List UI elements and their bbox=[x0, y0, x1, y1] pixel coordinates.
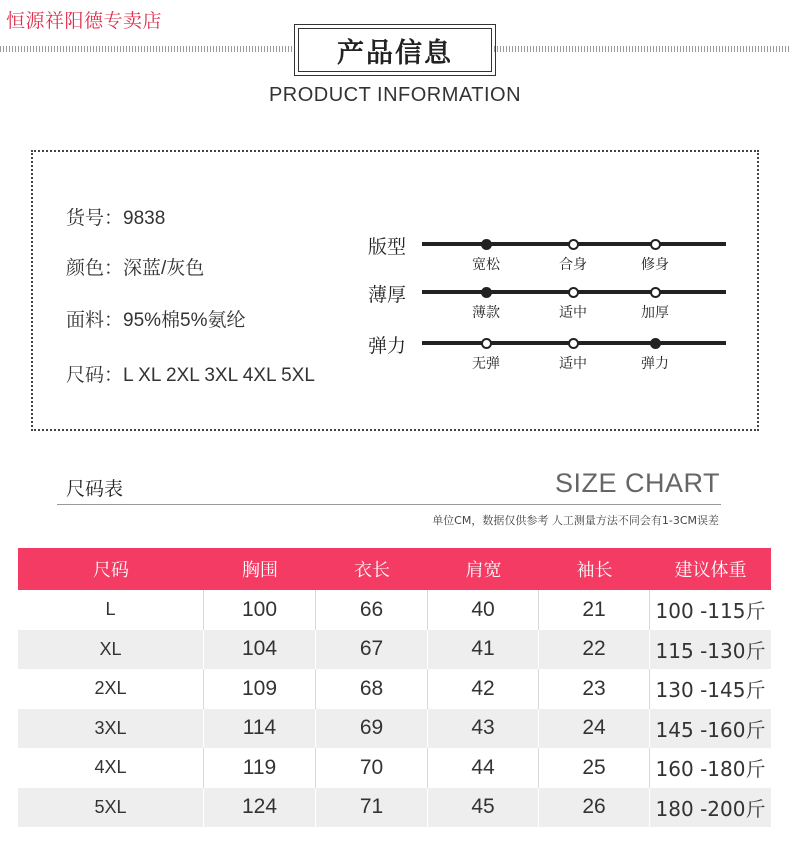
table-row bbox=[18, 709, 771, 749]
table-row bbox=[18, 788, 771, 828]
scale-label: 弹力 bbox=[368, 335, 407, 357]
table-cell: 160 -180斤 bbox=[655, 757, 766, 782]
table-cell: 69 bbox=[316, 709, 428, 749]
table-cell: 5XL bbox=[18, 788, 204, 828]
table-row bbox=[18, 630, 771, 670]
attr-value: 9838 bbox=[123, 208, 166, 229]
scale-option-label: 适中 bbox=[559, 356, 587, 372]
table-cell: 119 bbox=[204, 748, 316, 788]
table-cell: 22 bbox=[539, 630, 650, 670]
table-cell: 130 -145斤 bbox=[655, 678, 766, 703]
table-cell: 180 -200斤 bbox=[655, 796, 766, 821]
table-cell: 104 bbox=[204, 630, 316, 670]
table-cell: L bbox=[18, 590, 204, 630]
attr-item-number bbox=[66, 203, 165, 230]
table-cell: 3XL bbox=[18, 709, 204, 749]
table-cell: 44 bbox=[428, 748, 539, 788]
title-divider-right bbox=[494, 46, 790, 52]
table-cell: 100 -115斤 bbox=[655, 599, 766, 624]
table-cell: 114 bbox=[204, 709, 316, 749]
table-cell: 40 bbox=[428, 590, 539, 630]
table-cell: 23 bbox=[539, 669, 650, 709]
table-cell: 2XL bbox=[18, 669, 204, 709]
scale-dot bbox=[650, 287, 661, 298]
size-table-column-header: 衣长 bbox=[354, 560, 390, 581]
table-cell: 115 -130斤 bbox=[655, 638, 766, 663]
attr-label: 货号： bbox=[66, 207, 124, 229]
section-title: 产品信息 bbox=[298, 28, 492, 72]
scale-dot-selected bbox=[481, 287, 492, 298]
table-row bbox=[18, 748, 771, 788]
attr-value: 95%棉5%氨纶 bbox=[123, 310, 246, 331]
size-chart-title: 尺码表 bbox=[66, 478, 124, 500]
scale-option-label: 加厚 bbox=[641, 305, 669, 321]
section-subtitle: PRODUCT INFORMATION bbox=[268, 84, 522, 106]
size-chart-note: 单位CM，数据仅供参考 人工测量方法不同会有1-3CM误差 bbox=[432, 514, 719, 527]
table-cell: 21 bbox=[539, 590, 650, 630]
scale-dot-selected bbox=[650, 338, 661, 349]
attr-color bbox=[66, 253, 204, 280]
size-chart-divider bbox=[57, 504, 721, 505]
size-table-column-header: 肩宽 bbox=[465, 560, 502, 581]
table-cell: 45 bbox=[428, 788, 539, 828]
table-cell: 100 bbox=[204, 590, 316, 630]
table-cell: 145 -160斤 bbox=[655, 717, 766, 742]
scale-option-label: 宽松 bbox=[472, 257, 500, 273]
table-cell: XL bbox=[18, 630, 204, 670]
size-table-column-header: 尺码 bbox=[93, 560, 129, 581]
attr-value: 深蓝/灰色 bbox=[123, 258, 205, 279]
table-cell: 124 bbox=[204, 788, 316, 828]
size-table bbox=[18, 548, 771, 827]
attr-fabric bbox=[66, 305, 246, 332]
table-cell: 25 bbox=[539, 748, 650, 788]
table-cell: 109 bbox=[204, 669, 316, 709]
size-table-column-header: 胸围 bbox=[242, 560, 278, 581]
size-table-column-header: 建议体重 bbox=[674, 560, 747, 581]
attr-label: 尺码： bbox=[66, 364, 124, 386]
scale-dot bbox=[650, 239, 661, 250]
table-cell: 71 bbox=[316, 788, 428, 828]
table-cell: 43 bbox=[428, 709, 539, 749]
table-cell: 68 bbox=[316, 669, 428, 709]
scale-option-label: 无弹 bbox=[472, 356, 500, 372]
attr-label: 颜色： bbox=[66, 257, 124, 279]
scale-dot bbox=[568, 287, 579, 298]
shop-name: 恒源祥阳德专卖店 bbox=[6, 10, 163, 32]
scale-option-label: 合身 bbox=[559, 257, 587, 273]
scale-dot bbox=[568, 239, 579, 250]
scale-option-label: 薄款 bbox=[472, 305, 500, 321]
attr-value: L XL 2XL 3XL 4XL 5XL bbox=[123, 365, 315, 386]
table-cell: 24 bbox=[539, 709, 650, 749]
table-cell: 66 bbox=[316, 590, 428, 630]
table-row bbox=[18, 590, 771, 630]
scale-label: 版型 bbox=[368, 236, 407, 258]
table-row bbox=[18, 669, 771, 709]
scale-dot bbox=[481, 338, 492, 349]
scale-label: 薄厚 bbox=[368, 284, 407, 306]
scale-dot-selected bbox=[481, 239, 492, 250]
table-cell: 42 bbox=[428, 669, 539, 709]
size-table-column-header: 袖长 bbox=[576, 560, 613, 581]
size-table-header bbox=[18, 548, 771, 590]
table-cell: 41 bbox=[428, 630, 539, 670]
table-cell: 26 bbox=[539, 788, 650, 828]
scale-option-label: 弹力 bbox=[641, 356, 669, 372]
title-divider-left bbox=[0, 46, 296, 52]
table-cell: 4XL bbox=[18, 748, 204, 788]
scale-option-label: 修身 bbox=[641, 257, 669, 273]
attr-sizes bbox=[66, 360, 315, 387]
attr-label: 面料： bbox=[66, 309, 124, 331]
table-cell: 67 bbox=[316, 630, 428, 670]
table-cell: 70 bbox=[316, 748, 428, 788]
size-chart-title-en: SIZE CHART bbox=[554, 468, 720, 498]
scale-dot bbox=[568, 338, 579, 349]
scale-option-label: 适中 bbox=[559, 305, 587, 321]
